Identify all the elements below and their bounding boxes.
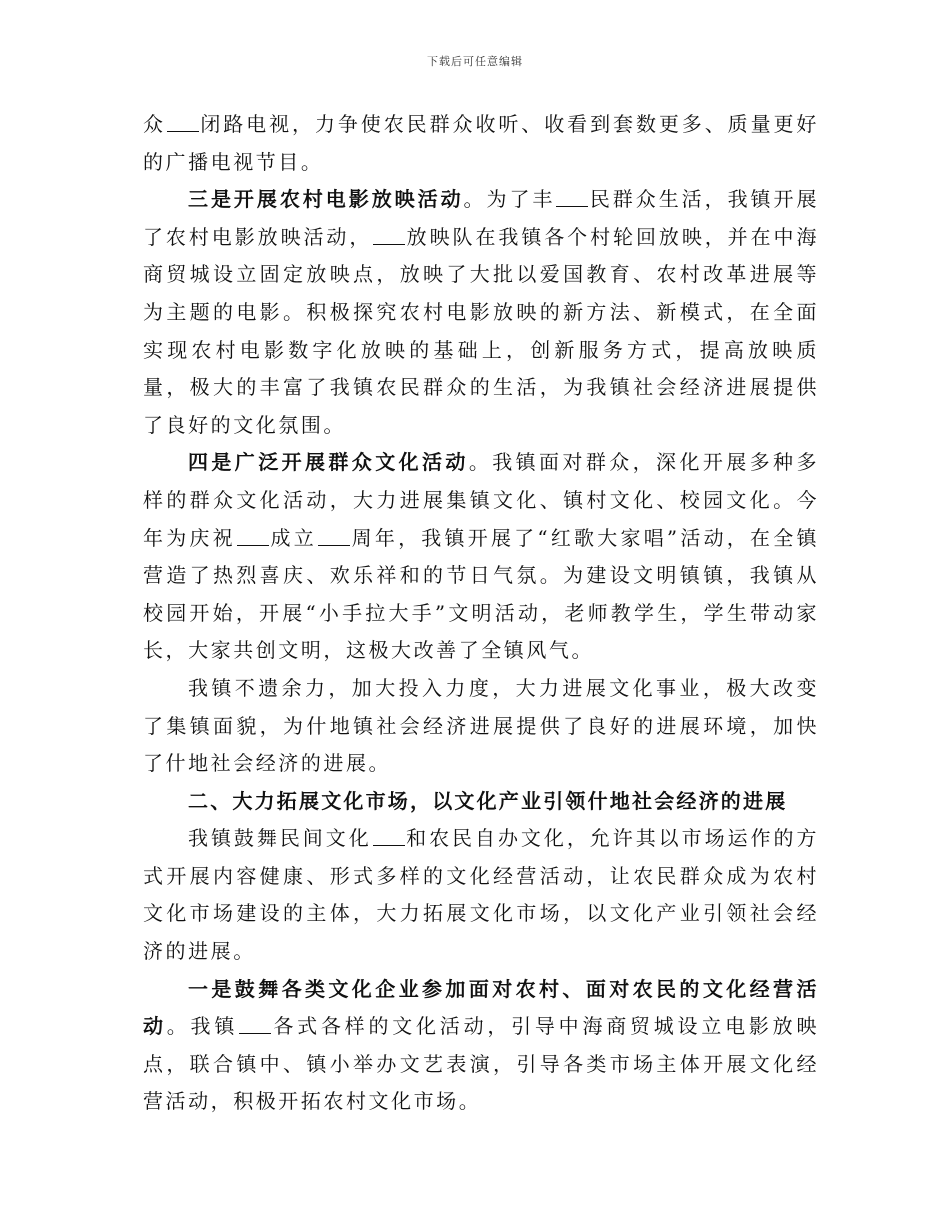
body-text: 我镇鼓舞民间文化	[188, 826, 372, 851]
paragraph-4	[143, 670, 819, 783]
paragraph-2	[143, 181, 819, 444]
bold-lead-text: 一是鼓舞各类文化企业参加面对农村、面对农民的文化经营活动	[143, 976, 819, 1039]
fill-in-blank	[237, 527, 269, 546]
paragraph-1	[143, 106, 819, 181]
body-text: 放映队在我镇各个村轮回放映，并在中海商贸城设立固定放映点，放映了大批以爱国教育、农村改革进展等为主题的电影。积极探究农村电影放映的新方法、新模式，在全面实现农村电影数字化放映的基础上，创新服务方式，提高放映质量，极大的丰富了我镇农民群众的生活，为我镇社会经济进展提供了良好的文化氛围。	[143, 224, 820, 437]
body-text: 民群众生活，我镇开展了农村电影放映活动，	[143, 187, 820, 249]
body-text: 成立	[269, 525, 317, 550]
body-text: 周年，我镇开展了“红歌大家唱”活动，在全镇营造了热烈喜庆、欢乐祥和的节日气氛。为建设文明镇镇，我镇从校园开始，开展“小手拉大手”文明活动，老师教学生，学生带动家长，大家共创文明，这极大改善了全镇风气。	[143, 525, 819, 663]
fill-in-blank	[556, 188, 588, 207]
body-text: 。我镇	[166, 1014, 239, 1039]
paragraph-5	[143, 820, 819, 970]
body-text: 和农民自办文化，允许其以市场运作的方式开展内容健康、形式多样的文化经营活动，让农民群众成为农村文化市场建设的主体，大力拓展文化市场，以文化产业引领社会经济的进展。	[143, 826, 820, 964]
paragraph-6	[143, 971, 819, 1121]
document-body	[143, 106, 819, 1121]
body-text: 闭路电视，力争使农民群众收听、收看到套数更多、质量更好的广播电视节目。	[143, 112, 819, 174]
body-text: 众	[143, 112, 166, 136]
body-text: 。我镇面对群众，深化开展多种多样的群众文化活动，大力进展集镇文化、镇村文化、校园文化。今年为庆祝	[143, 450, 819, 550]
bold-lead-text: 四是广泛开展群众文化活动	[188, 450, 469, 475]
body-text: 。为了丰	[463, 187, 556, 212]
bold-lead-text: 三是开展农村电影放映活动	[188, 187, 464, 212]
page-header: 下载后可任意编辑	[427, 55, 523, 68]
paragraph-3	[143, 444, 819, 670]
fill-in-blank	[373, 827, 405, 846]
fill-in-blank	[318, 527, 350, 546]
bold-lead-text: 二、大力拓展文化市场，以文化产业引领什地社会经济的进展	[188, 788, 788, 813]
fill-in-blank	[167, 113, 199, 132]
body-text: 各式各样的文化活动，引导中海商贸城设立电影放映点，联合镇中、镇小举办文艺表演，引导各类市场主体开展文化经营活动，积极开拓农村文化市场。	[143, 1014, 819, 1114]
section-heading-2	[143, 783, 819, 821]
fill-in-blank	[239, 1015, 271, 1034]
fill-in-blank	[373, 226, 405, 245]
body-text: 我镇不遗余力，加大投入力度，大力进展文化事业，极大改变了集镇面貌，为什地镇社会经济进展提供了良好的进展环境，加快了什地社会经济的进展。	[143, 675, 819, 776]
